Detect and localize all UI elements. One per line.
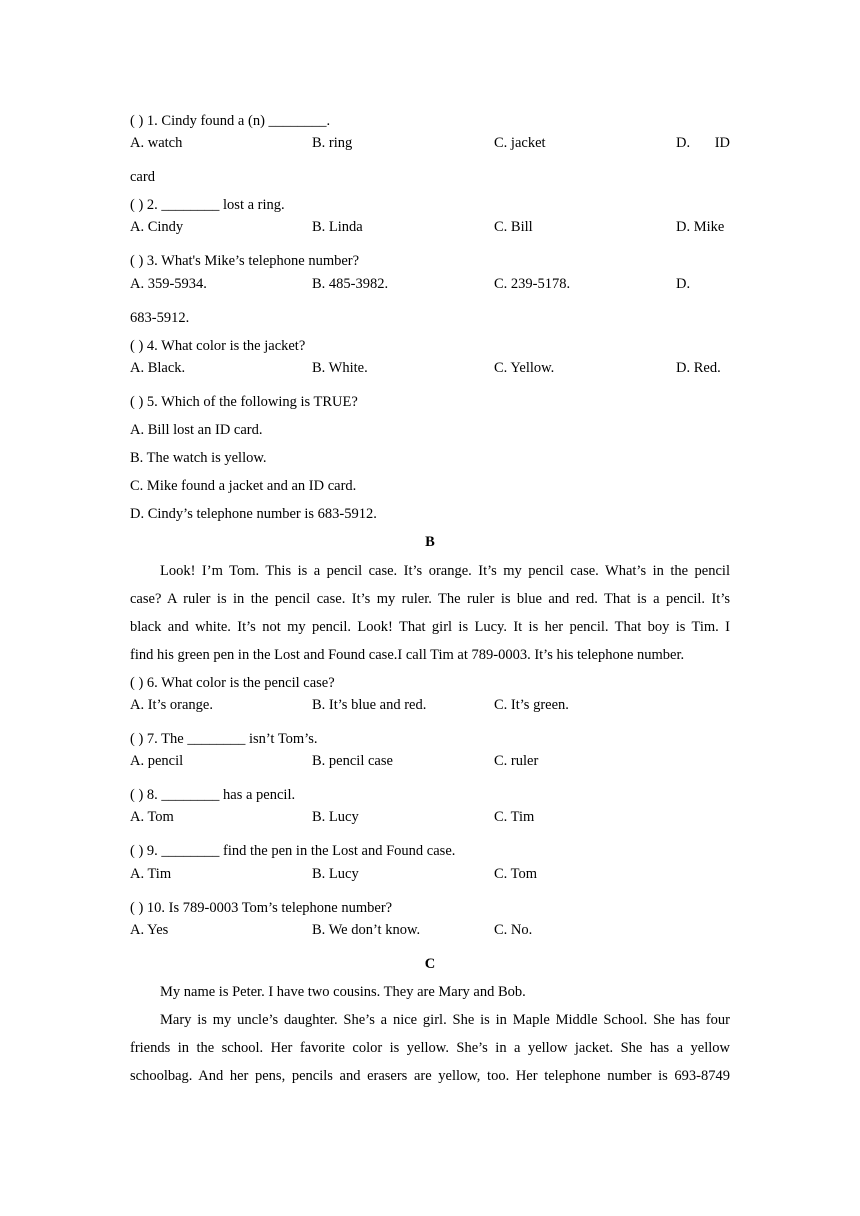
question-9-options xyxy=(130,866,730,894)
option-d xyxy=(676,135,730,152)
option-c: C. Yellow. xyxy=(494,359,555,376)
option-b: B. pencil case xyxy=(312,753,393,770)
option-a: A. It’s orange. xyxy=(130,696,213,713)
option-a: A. Black. xyxy=(130,359,186,376)
option-b: B. It’s blue and red. xyxy=(312,696,427,713)
worksheet-page xyxy=(130,107,730,1090)
question-3: ( ) 3. What's Mike’s telephone number? xyxy=(130,253,360,270)
question-4-options xyxy=(130,360,730,388)
section-b-heading: B xyxy=(425,534,435,551)
option-d: D. Mike xyxy=(676,219,725,236)
question-5: ( ) 5. Which of the following is TRUE? xyxy=(130,393,358,410)
option-a: A. watch xyxy=(130,135,183,152)
section-c-heading: C xyxy=(424,955,436,972)
passage-line: Mary is my uncle’s daughter. She’s a nice girl. She is in Maple Middle School. She has four xyxy=(160,1012,730,1028)
question-7: ( ) 7. The ________ isn’t Tom’s. xyxy=(130,731,318,748)
option-b: B. We don’t know. xyxy=(312,921,421,938)
option-c: C. No. xyxy=(494,921,533,938)
option-d-text: ID xyxy=(714,135,730,152)
section-c-passage xyxy=(130,978,730,1090)
option-b: B. White. xyxy=(312,359,368,376)
question-9: ( ) 9. ________ find the pen in the Lost and Found case. xyxy=(130,843,456,860)
option-d: D. Red. xyxy=(676,359,721,376)
question-8-options xyxy=(130,809,730,837)
option-b: B. The watch is yellow. xyxy=(130,450,267,467)
option-a: A. Yes xyxy=(130,921,169,938)
option-d: D. Cindy’s telephone number is 683-5912. xyxy=(130,506,377,523)
option-a: A. Bill lost an ID card. xyxy=(130,422,263,439)
option-d-wrap: 683-5912. xyxy=(130,309,190,326)
option-b: B. 485-3982. xyxy=(312,275,389,292)
option-b: B. Linda xyxy=(312,219,363,236)
option-a: A. 359-5934. xyxy=(130,275,207,292)
option-c: C. Mike found a jacket and an ID card. xyxy=(130,478,357,495)
question-7-options xyxy=(130,753,730,781)
option-b: B. ring xyxy=(312,135,353,152)
option-c: C. Bill xyxy=(494,219,533,236)
option-a: A. pencil xyxy=(130,753,184,770)
option-c: C. Tom xyxy=(494,865,538,882)
option-c: C. jacket xyxy=(494,135,546,152)
option-d-wrap: card xyxy=(130,169,155,186)
passage-line: find his green pen in the Lost and Found case.I call Tim at 789-0003. It’s his telephone number. xyxy=(130,646,685,663)
passage-line: friends in the school. Her favorite color is yellow. She’s in a yellow jacket. She has a yellow xyxy=(130,1040,730,1057)
question-1: ( ) 1. Cindy found a (n) ________. xyxy=(130,113,331,129)
section-b-passage xyxy=(130,557,730,669)
question-2: ( ) 2. ________ lost a ring. xyxy=(130,197,285,214)
question-6-options xyxy=(130,697,730,725)
option-a: A. Tom xyxy=(130,809,174,826)
option-d-letter: D. xyxy=(676,135,691,152)
passage-line: Look! I’m Tom. This is a pencil case. It’s orange. It’s my pencil case. What’s in the pencil xyxy=(160,562,730,579)
passage-line: black and white. It’s not my pencil. Look! That girl is Lucy. It is her pencil. That boy is Tim. I xyxy=(130,618,730,635)
question-4: ( ) 4. What color is the jacket? xyxy=(130,337,306,354)
option-a: A. Cindy xyxy=(130,219,184,236)
option-b: B. Lucy xyxy=(312,865,359,882)
question-2-options xyxy=(130,219,730,247)
question-10: ( ) 10. Is 789-0003 Tom’s telephone number? xyxy=(130,899,393,916)
passage-line: My name is Peter. I have two cousins. They are Mary and Bob. xyxy=(160,983,526,1000)
passage-line: schoolbag. And her pens, pencils and erasers are yellow, too. Her telephone number is 693-8749 xyxy=(130,1068,730,1085)
question-10-options xyxy=(130,922,730,950)
option-d: D. xyxy=(676,275,691,292)
option-c: C. ruler xyxy=(494,753,539,770)
option-a: A. Tim xyxy=(130,865,172,882)
option-c: C. 239-5178. xyxy=(494,275,571,292)
question-6: ( ) 6. What color is the pencil case? xyxy=(130,674,335,691)
option-c: C. Tim xyxy=(494,809,535,826)
passage-line: case? A ruler is in the pencil case. It’s my ruler. The ruler is blue and red. That is a pencil. It’s xyxy=(130,590,730,607)
option-c: C. It’s green. xyxy=(494,696,569,713)
question-8: ( ) 8. ________ has a pencil. xyxy=(130,787,296,804)
question-1-options xyxy=(130,135,730,163)
option-b: B. Lucy xyxy=(312,809,359,826)
question-3-options xyxy=(130,276,730,304)
